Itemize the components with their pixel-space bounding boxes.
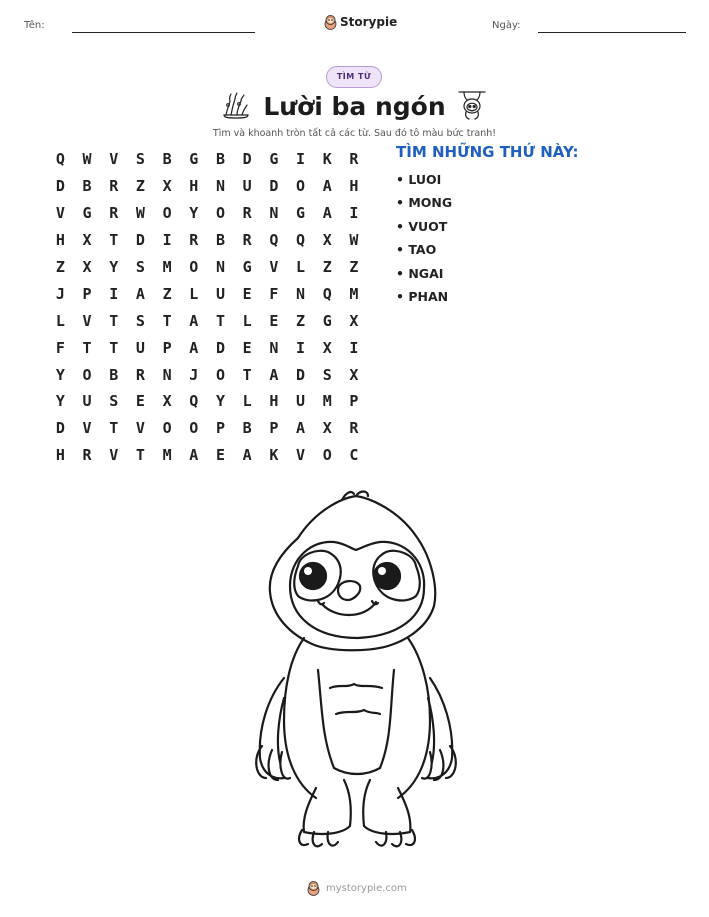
grid-cell[interactable]: V [109, 446, 119, 465]
grid-cell[interactable]: U [82, 392, 92, 411]
grid-cell[interactable]: D [215, 338, 225, 357]
grid-cell[interactable]: O [189, 258, 199, 276]
grid-cell[interactable]: P [82, 284, 92, 303]
grid-cell[interactable]: M [162, 258, 172, 276]
grid-cell[interactable]: T [109, 231, 119, 250]
grid-cell[interactable]: X [349, 311, 359, 330]
grid-cell[interactable]: R [189, 231, 199, 250]
grid-cell[interactable]: Y [215, 392, 225, 411]
grid-cell[interactable]: Z [55, 258, 65, 276]
grid-cell[interactable]: Y [189, 204, 199, 223]
grid-cell[interactable]: P [215, 419, 225, 438]
grid-cell[interactable]: I [109, 284, 119, 303]
grid-cell[interactable]: S [135, 258, 145, 276]
grid-cell[interactable]: V [82, 311, 92, 330]
grid-cell[interactable]: O [162, 204, 172, 223]
word-item: • NGAI [396, 265, 444, 281]
word-item: • LUOI [396, 172, 442, 187]
grid-cell[interactable]: E [135, 392, 145, 411]
word-item: • TAO [396, 242, 437, 258]
grid-cell[interactable]: T [162, 311, 172, 330]
grid-cell[interactable]: O [189, 419, 199, 438]
grid-cell[interactable]: A [296, 419, 306, 438]
brand-name: Storypie [340, 15, 398, 29]
grid-cell[interactable]: O [215, 204, 225, 223]
grid-cell[interactable]: R [109, 177, 119, 196]
footer-url: mystorypie.com [326, 882, 407, 894]
grid-cell[interactable]: H [349, 177, 359, 196]
grid-cell[interactable]: Z [322, 258, 332, 276]
grid-cell[interactable]: Z [135, 177, 145, 196]
grid-cell[interactable]: S [135, 311, 145, 330]
grid-cell[interactable]: R [82, 446, 92, 465]
word-search-grid[interactable] [47, 146, 367, 469]
grid-cell[interactable]: U [215, 284, 225, 303]
grid-cell[interactable]: D [55, 177, 65, 196]
grid-cell[interactable]: P [269, 419, 279, 438]
grid-cell[interactable]: A [135, 284, 145, 303]
grid-cell[interactable]: I [349, 204, 359, 223]
sloth-mascot-icon [324, 14, 337, 30]
grid-cell[interactable]: X [322, 231, 332, 250]
brand-logo [324, 14, 397, 30]
grid-cell[interactable]: R [349, 150, 359, 169]
grid-cell[interactable]: R [349, 419, 359, 438]
grid-cell[interactable]: B [162, 150, 172, 169]
grid-cell[interactable]: T [109, 311, 119, 330]
grid-cell[interactable]: D [269, 177, 279, 196]
grid-cell[interactable]: Z [162, 284, 172, 303]
grid-cell[interactable]: K [322, 150, 332, 169]
grid-cell[interactable]: H [55, 446, 65, 465]
grid-cell[interactable]: O [296, 177, 306, 196]
word-item: • PHAN [396, 288, 449, 304]
grid-cell[interactable]: M [349, 284, 359, 303]
grid-cell[interactable]: X [82, 231, 92, 250]
grid-cell[interactable]: L [55, 311, 65, 330]
grid-cell[interactable]: G [269, 150, 279, 169]
grid-cell[interactable]: H [189, 177, 199, 196]
grid-cell[interactable]: V [82, 419, 92, 438]
grid-cell[interactable]: T [82, 338, 92, 357]
grid-cell[interactable]: G [242, 258, 252, 276]
grid-cell[interactable]: R [135, 365, 145, 384]
grid-cell[interactable]: H [269, 392, 279, 411]
grid-cell[interactable]: M [322, 392, 332, 411]
grid-cell[interactable]: U [296, 392, 306, 411]
grid-cell[interactable]: E [242, 338, 252, 357]
grid-cell[interactable]: H [55, 231, 65, 250]
grid-cell[interactable]: G [189, 150, 199, 169]
footer-brand [307, 880, 407, 896]
grid-cell[interactable]: J [55, 284, 65, 303]
grid-cell[interactable]: L [189, 284, 199, 303]
grid-cell[interactable]: P [162, 338, 172, 357]
grid-cell[interactable]: X [82, 258, 92, 276]
sloth-coloring-illustration[interactable] [238, 488, 468, 853]
grid-cell[interactable]: E [269, 311, 279, 330]
grid-cell[interactable]: B [215, 231, 225, 250]
grid-cell[interactable]: B [82, 177, 92, 196]
grid-cell[interactable]: S [322, 365, 332, 384]
grid-cell[interactable]: V [135, 419, 145, 438]
date-line[interactable] [538, 32, 686, 33]
date-label: Ngày: [492, 20, 521, 31]
grid-cell[interactable]: B [242, 419, 252, 438]
name-label: Tên: [24, 20, 45, 31]
grid-cell[interactable]: A [242, 446, 252, 465]
grid-cell[interactable]: T [109, 419, 119, 438]
grid-cell[interactable]: A [189, 311, 199, 330]
grid-cell[interactable]: T [109, 338, 119, 357]
grid-cell[interactable]: O [215, 365, 225, 384]
grid-cell[interactable]: Z [296, 311, 306, 330]
word-item: • MONG [396, 195, 453, 211]
grid-cell[interactable]: A [322, 177, 332, 196]
grid-cell[interactable]: W [135, 204, 145, 223]
grid-cell[interactable]: C [349, 446, 359, 465]
grid-cell[interactable]: E [242, 284, 252, 303]
grid-cell[interactable]: N [162, 365, 172, 384]
word-list-title: TÌM NHỮNG THỨ NÀY: [396, 143, 579, 161]
grid-cell[interactable]: B [215, 150, 225, 169]
grid-cell[interactable]: V [296, 446, 306, 465]
grid-cell[interactable]: Q [55, 150, 65, 169]
grid-cell[interactable]: V [109, 150, 119, 169]
grid-cell[interactable]: U [242, 177, 252, 196]
grid-cell[interactable]: E [215, 446, 225, 465]
grid-cell[interactable]: V [55, 204, 65, 223]
grid-cell[interactable]: J [189, 365, 199, 384]
grid-cell[interactable]: V [269, 258, 279, 276]
grid-cell[interactable]: Q [189, 392, 199, 411]
grid-cell[interactable]: D [296, 365, 306, 384]
grid-cell[interactable]: R [109, 204, 119, 223]
grid-cell[interactable]: W [82, 150, 92, 169]
word-list [396, 170, 452, 310]
grid-cell[interactable]: D [135, 231, 145, 250]
grid-cell[interactable]: G [82, 204, 92, 223]
grid-cell[interactable]: O [162, 419, 172, 438]
grid-cell[interactable]: X [162, 392, 172, 411]
grid-cell[interactable]: N [215, 258, 225, 276]
grid-cell[interactable]: X [349, 365, 359, 384]
grid-cell[interactable]: W [349, 231, 359, 250]
grid-cell[interactable]: S [109, 392, 119, 411]
grid-cell[interactable]: D [242, 150, 252, 169]
grid-cell[interactable]: N [215, 177, 225, 196]
grid-cell[interactable]: L [242, 392, 252, 411]
grid-cell[interactable]: T [242, 365, 252, 384]
word-item: • VUOT [396, 218, 448, 234]
grid-cell[interactable]: T [135, 446, 145, 465]
grid-cell[interactable]: Q [269, 231, 279, 250]
grid-cell[interactable]: F [269, 284, 279, 303]
grid-cell[interactable]: I [296, 150, 306, 169]
instructions-text: Tìm và khoanh tròn tất cả các từ. Sau đó tô màu bức tranh! [212, 128, 497, 139]
grid-cell[interactable]: A [189, 446, 199, 465]
grid-cell[interactable]: L [242, 311, 252, 330]
category-badge: TÌM TỪ [326, 66, 382, 88]
grid-cell[interactable]: Q [322, 284, 332, 303]
grid-cell[interactable]: P [349, 392, 359, 411]
name-line[interactable] [72, 32, 255, 33]
grid-cell[interactable]: O [82, 365, 92, 384]
grid-cell[interactable]: T [215, 311, 225, 330]
grid-cell[interactable]: O [322, 446, 332, 465]
grid-cell[interactable]: X [322, 419, 332, 438]
grid-cell[interactable]: A [322, 204, 332, 223]
grid-cell[interactable]: I [296, 338, 306, 357]
grid-cell[interactable]: Q [296, 231, 306, 250]
grid-cell[interactable]: N [269, 338, 279, 357]
grid-cell[interactable]: I [162, 231, 172, 250]
grid-cell[interactable]: Z [349, 258, 359, 276]
grid-cell[interactable]: R [242, 231, 252, 250]
grid-cell[interactable]: G [296, 204, 306, 223]
grid-cell[interactable]: D [55, 419, 65, 438]
grid-cell[interactable]: F [55, 338, 65, 357]
grid-cell[interactable]: I [349, 338, 359, 357]
grid-cell[interactable]: M [162, 446, 172, 465]
grid-cell[interactable]: A [269, 365, 279, 384]
grid-cell[interactable]: U [135, 338, 145, 357]
grid-cell[interactable]: X [162, 177, 172, 196]
grid-cell[interactable]: N [296, 284, 306, 303]
sloth-mascot-icon [307, 880, 320, 896]
grid-cell[interactable]: G [322, 311, 332, 330]
grid-cell[interactable]: Y [109, 258, 119, 276]
grid-cell[interactable]: S [135, 150, 145, 169]
page-title: Lười ba ngón [263, 92, 446, 121]
grid-cell[interactable]: R [242, 204, 252, 223]
grid-cell[interactable]: B [109, 365, 119, 384]
grid-cell[interactable]: N [269, 204, 279, 223]
grid-cell[interactable]: K [269, 446, 279, 465]
grid-cell[interactable]: Y [55, 392, 65, 411]
grid-cell[interactable]: A [189, 338, 199, 357]
grid-cell[interactable]: Y [55, 365, 65, 384]
hanging-sloth-icon [456, 88, 488, 122]
grid-cell[interactable]: X [322, 338, 332, 357]
grid-cell[interactable]: L [296, 258, 306, 276]
